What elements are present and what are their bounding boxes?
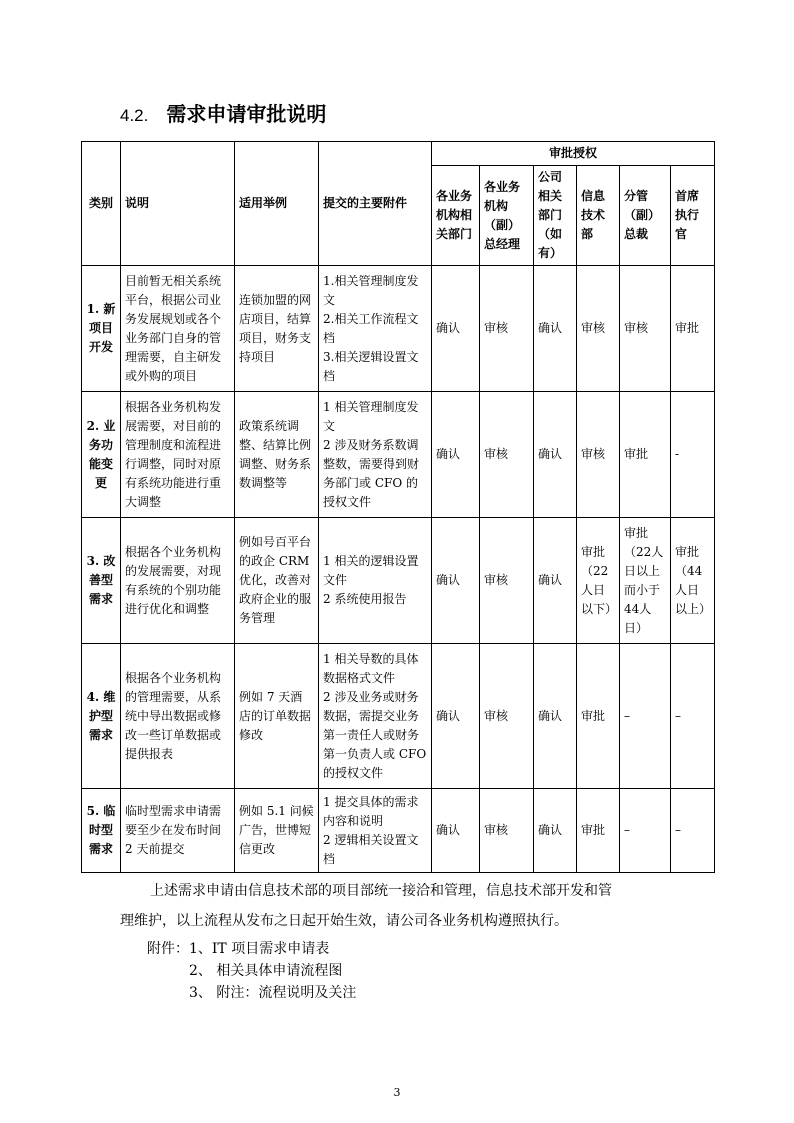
- approval-cell: 审批: [671, 266, 715, 392]
- attachment-line: 1 相关的逻辑设置文件: [323, 554, 419, 587]
- row-attachments: [319, 266, 432, 392]
- header-category: 类别: [82, 142, 121, 266]
- section-number: 4.2.: [120, 106, 149, 125]
- approval-cell: 确认: [432, 644, 480, 789]
- page-number: 3: [393, 1086, 401, 1099]
- approval-cell: –: [671, 789, 715, 873]
- approval-cell: 审批（22人日以下）: [577, 518, 620, 644]
- approval-cell: 审批: [620, 392, 671, 518]
- row-example: 例如 7 天酒店的订单数据修改: [235, 644, 319, 789]
- attachment-item: 2、 相关具体申请流程图: [189, 963, 343, 979]
- approval-cell: 确认: [534, 789, 577, 873]
- header-approver: 信息技术部: [577, 166, 620, 266]
- section-title: 需求申请审批说明: [166, 102, 327, 126]
- row-attachments: [319, 392, 432, 518]
- attachment-line: 3.相关逻辑设置文档: [323, 349, 419, 383]
- table-row: [82, 789, 715, 873]
- row-example: 例如号百平台的政企 CRM 优化，改善对政府企业的服务管理: [235, 518, 319, 644]
- attachment-line: 2 逻辑相关设置文档: [323, 832, 419, 866]
- row-example: 连锁加盟的网店项目，结算项目，财务支持项目: [235, 266, 319, 392]
- attachments-list: [147, 938, 329, 960]
- header-approver: 各业务机构（副）总经理: [480, 166, 534, 266]
- table-row: [82, 392, 715, 518]
- row-description: 根据各业务机构发展需要，对目前的管理制度和流程进行调整，同时对原有系统功能进行重大调整: [121, 392, 235, 518]
- approval-cell: 审核: [480, 518, 534, 644]
- row-attachments: [319, 644, 432, 789]
- row-example: 例如 5.1 问候广告，世博短信更改: [235, 789, 319, 873]
- approval-cell: 审核: [620, 266, 671, 392]
- table-row: [82, 644, 715, 789]
- attachment-line: 1 相关管理制度发文: [323, 399, 419, 433]
- approval-cell: 确认: [432, 392, 480, 518]
- approval-cell: –: [620, 644, 671, 789]
- attachments-label: 附件：: [147, 941, 189, 957]
- row-category: 2. 业务功能变更: [82, 392, 121, 518]
- header-approval-group: 审批授权: [432, 142, 715, 166]
- row-category: 1. 新项目开发: [82, 266, 121, 392]
- approval-cell: 确认: [534, 518, 577, 644]
- approval-cell: 审批（44人日以上）: [671, 518, 715, 644]
- approval-cell: 审批: [577, 644, 620, 789]
- attachment-line: 2 涉及业务或财务数据，需提交业务第一责任人或财务第一负责人或 CFO 的授权文件: [323, 689, 427, 780]
- header-approver: 分管（副）总裁: [620, 166, 671, 266]
- row-description: 根据各个业务机构的管理需要，从系统中导出数据或修改一些订单数据或提供报表: [121, 644, 235, 789]
- approval-cell: 审核: [480, 644, 534, 789]
- approval-cell: 审核: [577, 392, 620, 518]
- table-row: [82, 266, 715, 392]
- approval-cell: 确认: [432, 518, 480, 644]
- row-example: 政策系统调整、结算比例调整、财务系数调整等: [235, 392, 319, 518]
- row-attachments: [319, 789, 432, 873]
- approval-cell: 确认: [534, 266, 577, 392]
- closing-paragraph-line2: 理维护，以上流程从发布之日起开始生效，请公司各业务机构遵照执行。: [120, 913, 568, 929]
- header-description: 说明: [121, 142, 235, 266]
- header-attachment: 提交的主要附件: [319, 142, 432, 266]
- approval-cell: 审核: [577, 266, 620, 392]
- approval-cell: –: [620, 789, 671, 873]
- row-category: 5. 临时型需求: [82, 789, 121, 873]
- attachment-line: 1 相关导数的具体数据格式文件: [323, 651, 419, 685]
- header-approver: 各业务机构相关部门: [432, 166, 480, 266]
- approval-table: [81, 141, 715, 873]
- attachment-item: 3、 附注：流程说明及关注: [189, 985, 357, 1001]
- closing-paragraph-line1: 上述需求申请由信息技术部的项目部统一接洽和管理，信息技术部开发和管: [150, 883, 612, 899]
- header-example: 适用举例: [235, 142, 319, 266]
- row-category: 3. 改善型需求: [82, 518, 121, 644]
- approval-cell: -: [671, 392, 715, 518]
- approval-cell: –: [671, 644, 715, 789]
- row-description: 临时型需求申请需要至少在发布时间 2 天前提交: [121, 789, 235, 873]
- row-description: 目前暂无相关系统平台，根据公司业务发展规划或各个业务部门自身的管理需要，自主研发或外购的项目: [121, 266, 235, 392]
- section-heading: [120, 98, 326, 127]
- row-category: 4. 维护型需求: [82, 644, 121, 789]
- attachment-line: 1 提交具体的需求内容和说明: [323, 794, 419, 828]
- approval-cell: 确认: [432, 266, 480, 392]
- attachment-line: 2 涉及财务系数调整数，需要得到财务部门或 CFO 的授权文件: [323, 437, 420, 509]
- attachment-item: 1、IT 项目需求申请表: [189, 941, 330, 957]
- attachment-line: 1.相关管理制度发文: [323, 273, 419, 307]
- approval-cell: 确认: [534, 392, 577, 518]
- approval-cell: 审批（22人日以上而小于44人日）: [620, 518, 671, 644]
- row-description: 根据各个业务机构的发展需要，对现有系统的个别功能进行优化和调整: [121, 518, 235, 644]
- approval-cell: 审核: [480, 266, 534, 392]
- attachment-line: 2 系统使用报告: [323, 592, 407, 606]
- approval-cell: 审核: [480, 392, 534, 518]
- table-row: [82, 518, 715, 644]
- attachment-line: 2.相关工作流程文档: [323, 311, 419, 345]
- approval-cell: 审批: [577, 789, 620, 873]
- approval-cell: 确认: [432, 789, 480, 873]
- approval-cell: 审核: [480, 789, 534, 873]
- header-approver: 公司相关部门（如有）: [534, 166, 577, 266]
- row-attachments: [319, 518, 432, 644]
- header-approver: 首席执行官: [671, 166, 715, 266]
- approval-cell: 确认: [534, 644, 577, 789]
